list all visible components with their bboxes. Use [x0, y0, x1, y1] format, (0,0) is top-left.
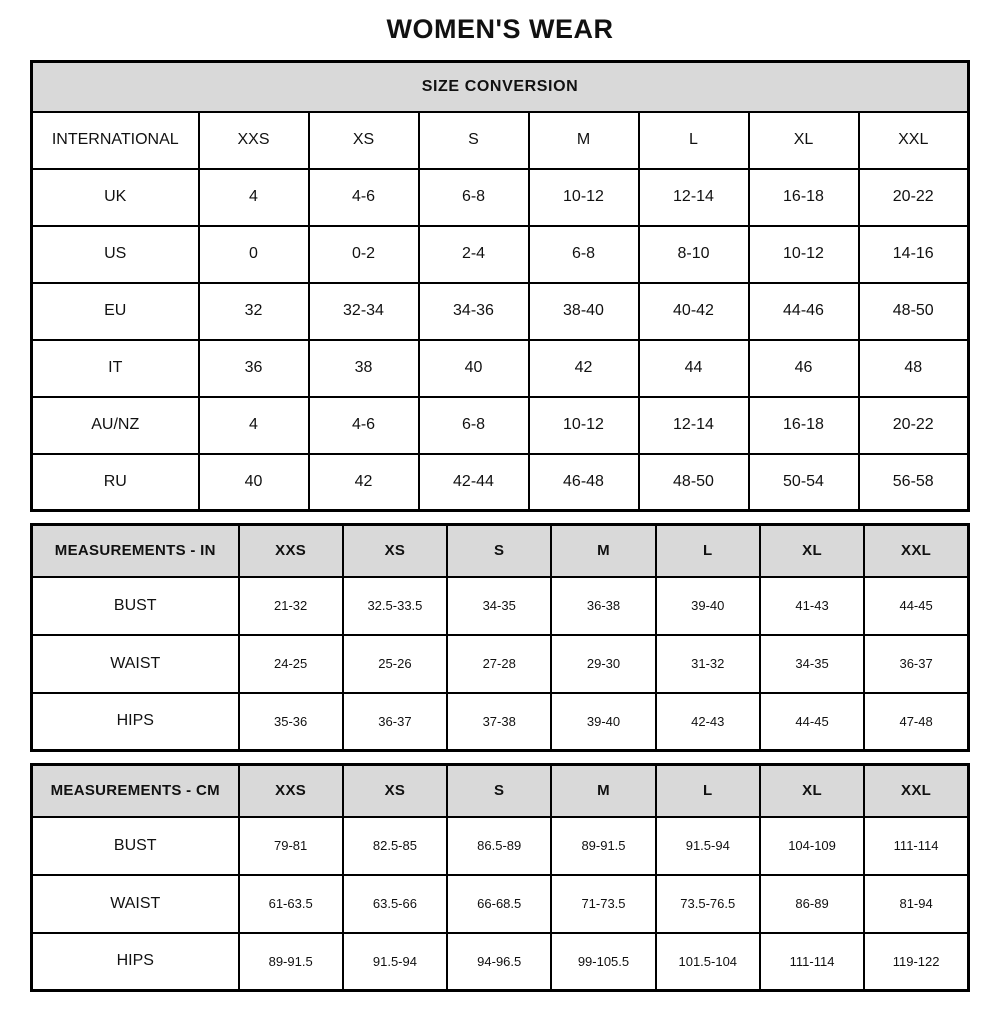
table-cell: 41-43	[760, 577, 864, 635]
page-title: WOMEN'S WEAR	[386, 14, 614, 44]
table-cell: 34-35	[447, 577, 551, 635]
table-row	[32, 693, 969, 751]
table-cell: 0	[199, 226, 309, 283]
table-cell: 47-48	[864, 693, 968, 751]
table-cell: 111-114	[864, 817, 968, 875]
size-column-header: XL	[760, 765, 864, 817]
table-cell: 46-48	[529, 454, 639, 511]
measurements-cm-rows	[32, 817, 969, 991]
table-row	[32, 340, 969, 397]
measurements-cm-header-row	[32, 765, 969, 817]
table-cell: 39-40	[551, 693, 655, 751]
table-cell: 10-12	[529, 397, 639, 454]
table-cell: 6-8	[419, 397, 529, 454]
table-cell: 32-34	[309, 283, 419, 340]
table-cell: 48-50	[639, 454, 749, 511]
table-cell: 119-122	[864, 933, 968, 991]
table-cell: 25-26	[343, 635, 447, 693]
table-row	[32, 169, 969, 226]
table-cell: 40-42	[639, 283, 749, 340]
measurements-cm-table	[30, 763, 970, 992]
table-cell: 14-16	[859, 226, 969, 283]
measurements-in-table	[30, 523, 970, 752]
table-cell: 36-38	[551, 577, 655, 635]
row-label: US	[32, 226, 199, 283]
table-cell: 42-43	[656, 693, 760, 751]
table-cell: 44-46	[749, 283, 859, 340]
table-cell: 73.5-76.5	[656, 875, 760, 933]
row-label: EU	[32, 283, 199, 340]
measurements-in-header-row	[32, 525, 969, 577]
table-row	[32, 454, 969, 511]
table-cell: 0-2	[309, 226, 419, 283]
table-cell: 21-32	[239, 577, 343, 635]
size-column-header: XS	[309, 112, 419, 169]
table-cell: 2-4	[419, 226, 529, 283]
table-cell: 24-25	[239, 635, 343, 693]
table-cell: 91.5-94	[656, 817, 760, 875]
size-column-header: XXS	[239, 765, 343, 817]
table-cell: 86-89	[760, 875, 864, 933]
size-column-header: L	[639, 112, 749, 169]
table-cell: 32.5-33.5	[343, 577, 447, 635]
table-row	[32, 283, 969, 340]
table-cell: 27-28	[447, 635, 551, 693]
table-cell: 79-81	[239, 817, 343, 875]
size-column-header: S	[419, 112, 529, 169]
table-cell: 12-14	[639, 169, 749, 226]
table-cell: 42	[529, 340, 639, 397]
row-label: BUST	[32, 817, 239, 875]
table-cell: 4-6	[309, 169, 419, 226]
size-column-header: S	[447, 525, 551, 577]
row-label: WAIST	[32, 635, 239, 693]
size-column-header: XXL	[864, 525, 968, 577]
size-column-header: XL	[760, 525, 864, 577]
table-cell: 6-8	[529, 226, 639, 283]
table-cell: 38	[309, 340, 419, 397]
table-cell: 50-54	[749, 454, 859, 511]
size-column-header: M	[551, 765, 655, 817]
table-cell: 61-63.5	[239, 875, 343, 933]
table-cell: 20-22	[859, 397, 969, 454]
table-cell: 48-50	[859, 283, 969, 340]
table-cell: 39-40	[656, 577, 760, 635]
table-cell: 101.5-104	[656, 933, 760, 991]
size-column-header: M	[551, 525, 655, 577]
table-cell: 86.5-89	[447, 817, 551, 875]
table-cell: 38-40	[529, 283, 639, 340]
measurements-cm-title: MEASUREMENTS - CM	[32, 765, 239, 817]
measurements-in-title: MEASUREMENTS - IN	[32, 525, 239, 577]
table-cell: 31-32	[656, 635, 760, 693]
table-cell: 40	[199, 454, 309, 511]
table-cell: 8-10	[639, 226, 749, 283]
size-column-header: XXL	[864, 765, 968, 817]
table-cell: 16-18	[749, 397, 859, 454]
table-cell: 36-37	[864, 635, 968, 693]
table-cell: 66-68.5	[447, 875, 551, 933]
row-label: BUST	[32, 577, 239, 635]
table-cell: 111-114	[760, 933, 864, 991]
table-cell: 44	[639, 340, 749, 397]
table-cell: 34-35	[760, 635, 864, 693]
size-column-header: XS	[343, 525, 447, 577]
table-cell: 42	[309, 454, 419, 511]
size-conversion-body	[32, 62, 969, 169]
table-cell: 44-45	[760, 693, 864, 751]
size-conversion-header-row	[32, 112, 969, 169]
table-row	[32, 933, 969, 991]
size-column-header: L	[656, 765, 760, 817]
table-cell: 71-73.5	[551, 875, 655, 933]
table-cell: 34-36	[419, 283, 529, 340]
size-column-header: L	[656, 525, 760, 577]
table-cell: 4	[199, 169, 309, 226]
table-row	[32, 875, 969, 933]
table-cell: 63.5-66	[343, 875, 447, 933]
table-row	[32, 577, 969, 635]
size-conversion-table	[30, 60, 970, 512]
table-cell: 29-30	[551, 635, 655, 693]
row-label: IT	[32, 340, 199, 397]
table-cell: 104-109	[760, 817, 864, 875]
table-cell: 6-8	[419, 169, 529, 226]
size-conversion-title: SIZE CONVERSION	[32, 62, 969, 112]
row-label: WAIST	[32, 875, 239, 933]
table-cell: 10-12	[749, 226, 859, 283]
size-column-header: XL	[749, 112, 859, 169]
size-column-header: M	[529, 112, 639, 169]
row-label: AU/NZ	[32, 397, 199, 454]
table-cell: 12-14	[639, 397, 749, 454]
table-cell: 42-44	[419, 454, 529, 511]
table-cell: 4-6	[309, 397, 419, 454]
table-cell: 48	[859, 340, 969, 397]
table-cell: 40	[419, 340, 529, 397]
size-conversion-caption-row	[32, 62, 969, 112]
table-cell: 20-22	[859, 169, 969, 226]
table-cell: 91.5-94	[343, 933, 447, 991]
table-cell: 4	[199, 397, 309, 454]
table-cell: 89-91.5	[551, 817, 655, 875]
table-row	[32, 397, 969, 454]
size-conversion-rows	[32, 169, 969, 511]
table-cell: 82.5-85	[343, 817, 447, 875]
table-cell: 16-18	[749, 169, 859, 226]
size-column-header: XS	[343, 765, 447, 817]
size-column-header: S	[447, 765, 551, 817]
table-cell: 36	[199, 340, 309, 397]
table-cell: 46	[749, 340, 859, 397]
table-cell: 81-94	[864, 875, 968, 933]
row-label: RU	[32, 454, 199, 511]
table-cell: 32	[199, 283, 309, 340]
table-row	[32, 817, 969, 875]
table-cell: 94-96.5	[447, 933, 551, 991]
table-cell: 44-45	[864, 577, 968, 635]
table-row	[32, 635, 969, 693]
table-cell: 37-38	[447, 693, 551, 751]
table-cell: 36-37	[343, 693, 447, 751]
size-column-header: XXL	[859, 112, 969, 169]
table-cell: 56-58	[859, 454, 969, 511]
table-cell: 99-105.5	[551, 933, 655, 991]
table-cell: 10-12	[529, 169, 639, 226]
table-cell: 89-91.5	[239, 933, 343, 991]
row-label: HIPS	[32, 693, 239, 751]
row-label: HIPS	[32, 933, 239, 991]
size-column-header: XXS	[199, 112, 309, 169]
row-label: UK	[32, 169, 199, 226]
international-label: INTERNATIONAL	[32, 112, 199, 169]
measurements-in-rows	[32, 577, 969, 751]
table-row	[32, 226, 969, 283]
table-cell: 35-36	[239, 693, 343, 751]
size-column-header: XXS	[239, 525, 343, 577]
